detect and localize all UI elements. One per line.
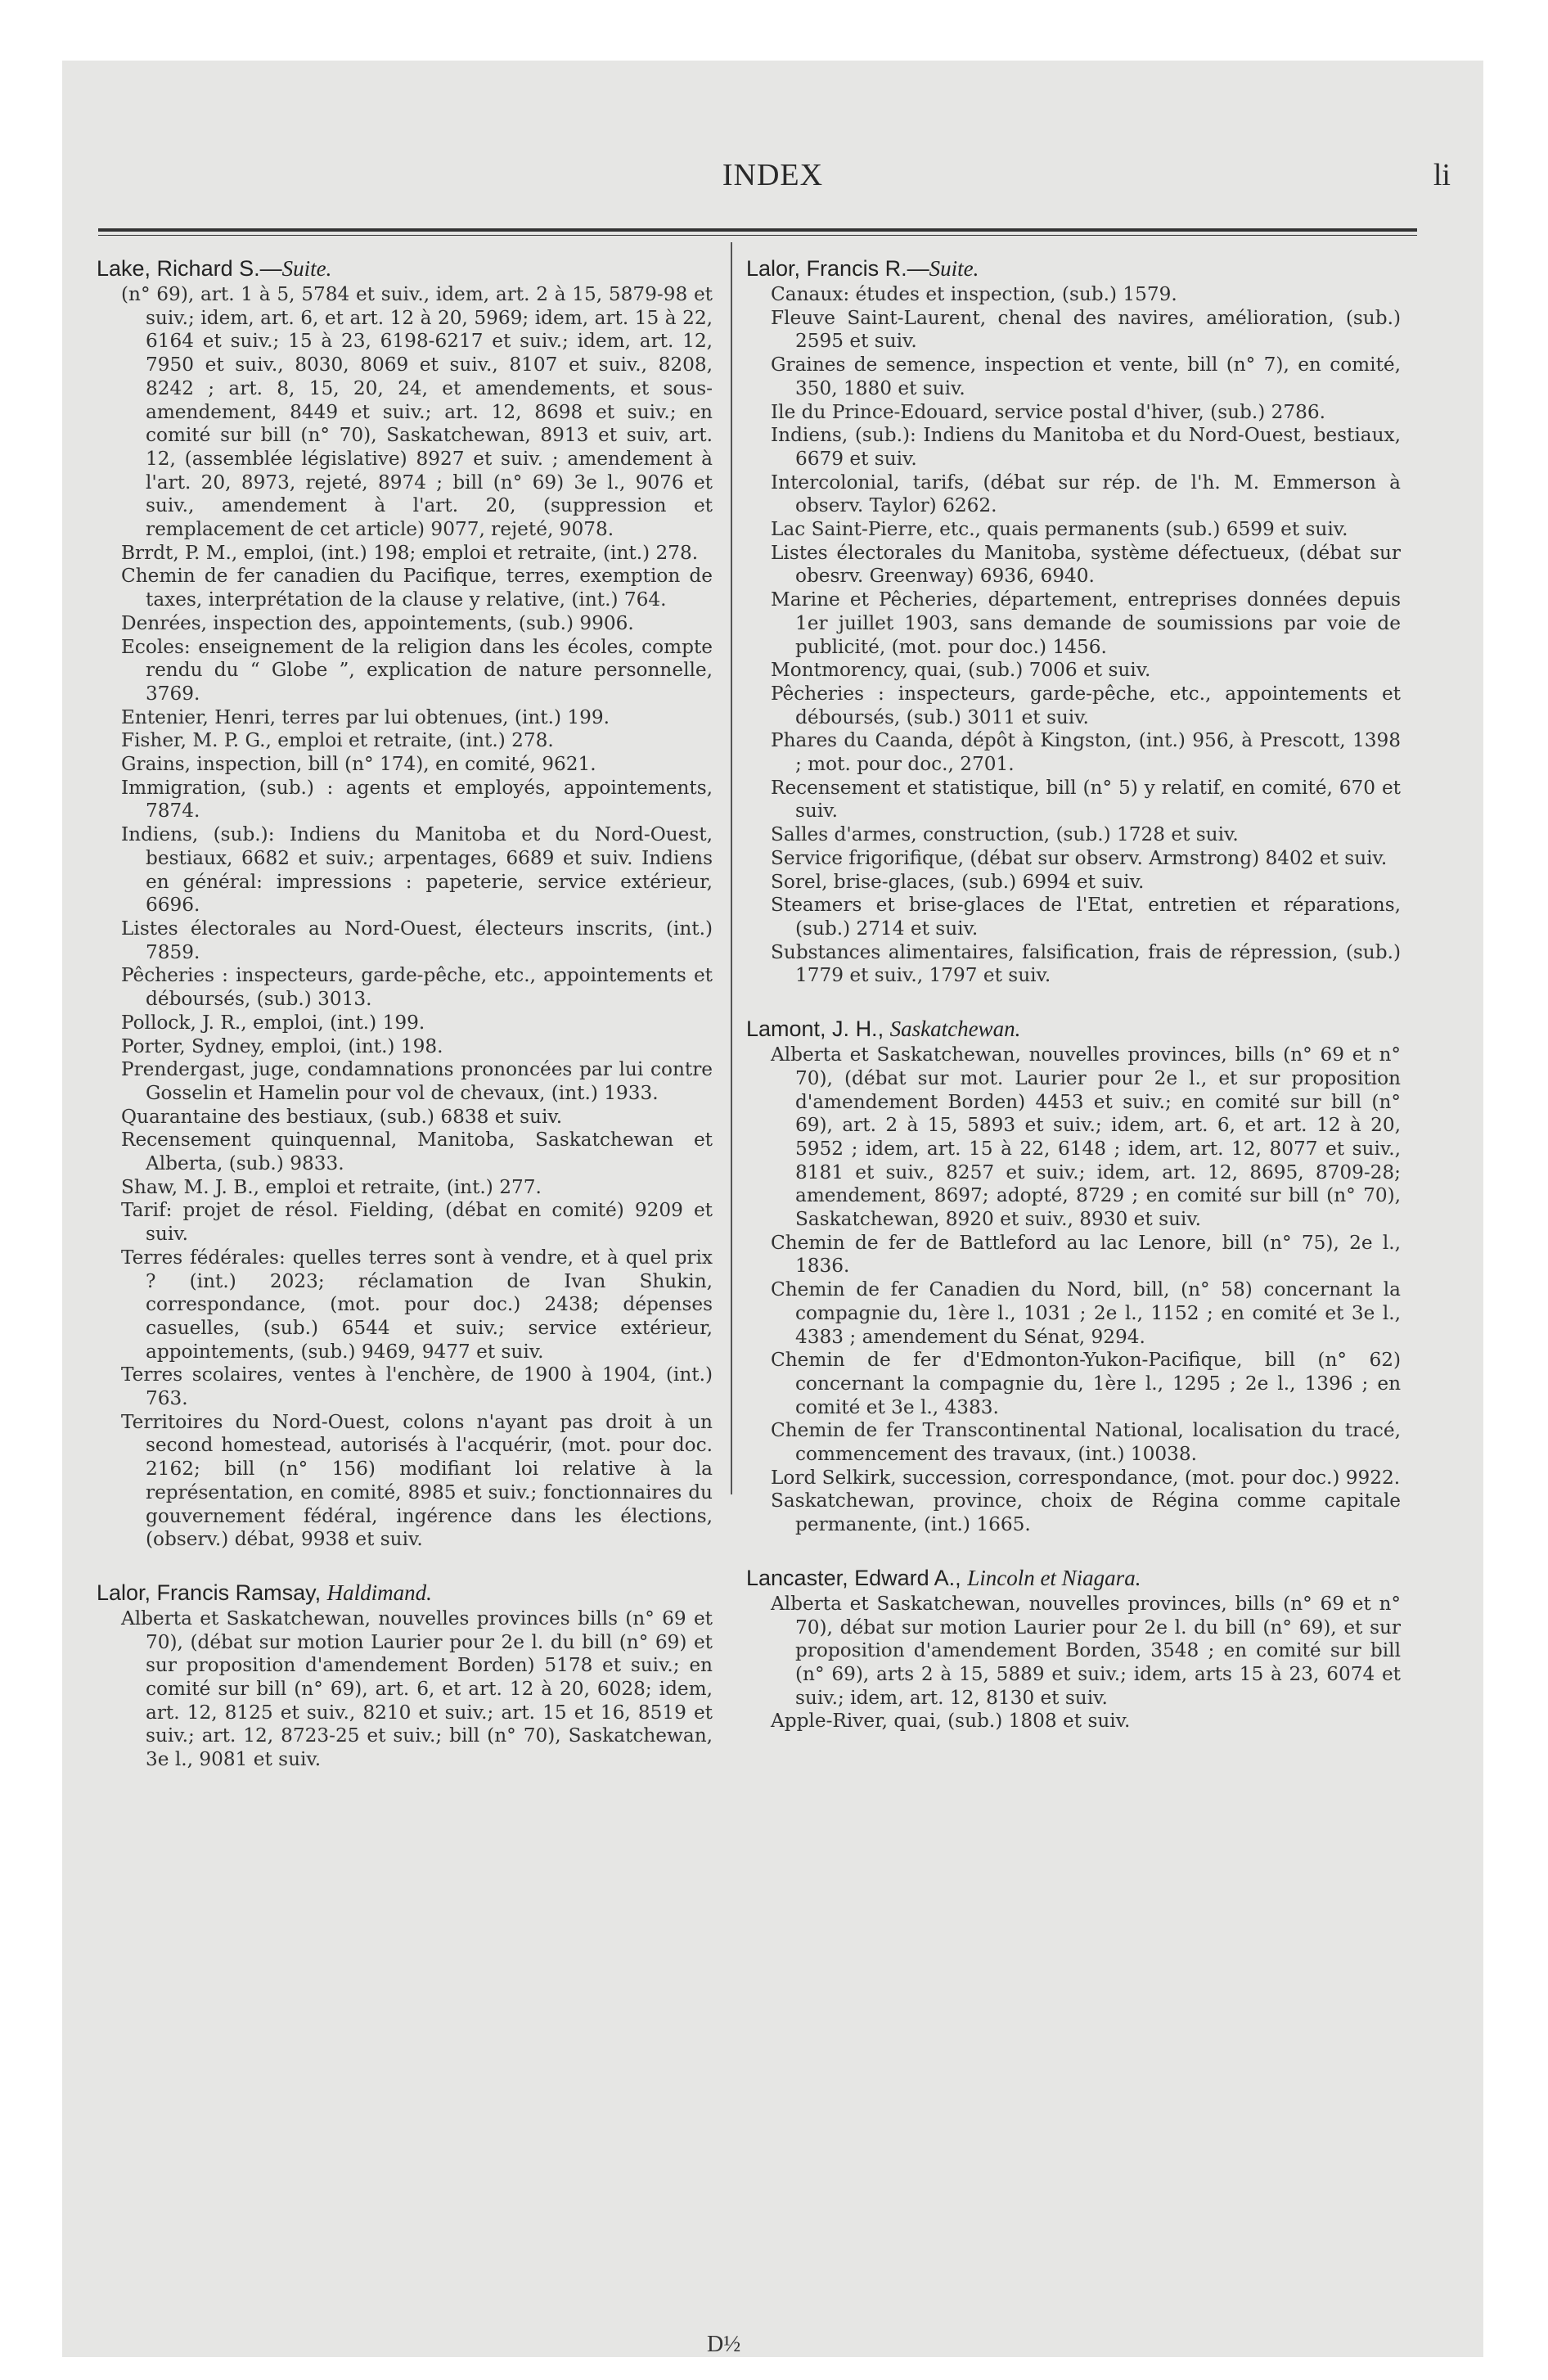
entry-subitem <box>121 612 713 636</box>
entry-subitem <box>771 1710 1401 1733</box>
subitem-text: Ecoles: enseignement de la religion dans les écoles, compte rendu du “ Globe ”, explication de nature personnelle, 3769. <box>121 635 713 705</box>
entry-subitem <box>771 401 1401 425</box>
entry-subitem <box>121 1106 713 1129</box>
entry-subitem <box>771 683 1401 729</box>
subitem-text: Pêcheries : inspecteurs, garde-pêche, etc., appointements et déboursés, (sub.) 3011 et suiv. <box>771 682 1401 728</box>
subitem-text: Alberta et Saskatchewan, nouvelles provinces bills (n° 69 et 70), (débat sur motion Laurier pour 2e l. du bill (n° 69) et sur proposition d'amendement Borden) 5178 et suiv.; en comité sur bill (n° 69), art. 6, et art. 12 à 20, 6028; idem, art. 12, 8125 et suiv., 8210 et suiv.; art. 15 et 16, 8519 et suiv.; art. 12, 8723-25 et suiv.; bill (n° 70), Saskatchewan, 3e l., 9081 et suiv. <box>121 1607 713 1771</box>
entry-subitem <box>771 1419 1401 1466</box>
entry-subitem <box>771 1467 1401 1490</box>
index-entry <box>97 255 713 1552</box>
entry-subitem <box>121 1364 713 1410</box>
subitem-text: Lord Selkirk, succession, correspondance, (mot. pour doc.) 9922. <box>771 1466 1401 1489</box>
entry-suffix: Saskatchewan. <box>889 1016 1021 1042</box>
subitem-text: Steamers et brise-glaces de l'Etat, entretien et réparations, (sub.) 2714 et suiv. <box>771 894 1401 940</box>
entry-suffix: Suite. <box>929 256 979 281</box>
entry-subitem <box>771 941 1401 988</box>
index-entry <box>746 1016 1401 1537</box>
subitem-text: Phares du Caanda, dépôt à Kingston, (int.) 956, à Prescott, 1398 ; mot. pour doc., 2701. <box>771 729 1401 776</box>
entry-name: Lamont, J. H., <box>746 1016 884 1042</box>
entry-subitem <box>121 1129 713 1175</box>
entry-subitem <box>771 542 1401 588</box>
entry-heading <box>746 255 1401 282</box>
subitem-text: Chemin de fer Canadien du Nord, bill, (n° 58) concernant la compagnie du, 1ère l., 1031 ; 2e l., 1152 ; en comité et 3e l., 4383 ; amendement du Sénat, 9294. <box>771 1278 1401 1348</box>
subitem-text: Indiens, (sub.): Indiens du Manitoba et du Nord-Ouest, bestiaux, 6682 et suiv.; arpentages, 6689 et suiv. Indiens en général: impressions : papeterie, service extérieur, 6696. <box>121 823 713 917</box>
entry-separator <box>321 1580 327 1605</box>
subitem-text: Fisher, M. P. G., emploi et retraite, (int.) 278. <box>121 729 554 752</box>
entry-suffix: Haldimand. <box>326 1580 432 1605</box>
subitem-text: Graines de semence, inspection et vente, bill (n° 7), en comité, 350, 1880 et suiv. <box>771 354 1401 399</box>
entry-heading <box>97 255 713 282</box>
entry-subitem <box>121 565 713 611</box>
entry-heading <box>97 1580 713 1606</box>
column-divider <box>731 242 732 1494</box>
subitem-text: Recensement et statistique, bill (n° 5) y relatif, en comité, 670 et suiv. <box>771 776 1401 823</box>
subitem-text: Ile du Prince-Edouard, service postal d'hiver, (sub.) 2786. <box>771 400 1326 423</box>
subitem-text: Chemin de fer canadien du Pacifique, terres, exemption de taxes, interprétation de la clause y relative, (int.) 764. <box>121 565 713 611</box>
entry-subitem <box>121 1246 713 1364</box>
entry-separator <box>884 1016 890 1041</box>
entry-subitem <box>771 307 1401 354</box>
entry-subitem <box>121 706 713 730</box>
subitem-text: Prendergast, juge, condamnations prononcées par lui contre Gosselin et Hamelin pour vol de chevaux, (int.) 1933. <box>121 1058 713 1104</box>
entry-subitem <box>771 1044 1401 1232</box>
left-column <box>97 255 713 1800</box>
signature-mark: D½ <box>707 2332 741 2357</box>
subitem-text: Fleuve Saint-Laurent, chenal des navires, amélioration, (sub.) 2595 et suiv. <box>771 306 1401 353</box>
subitem-text: Listes électorales du Manitoba, système défectueux, (débat sur obesrv. Greenway) 6936, 6940. <box>771 541 1401 588</box>
entry-subitem <box>121 729 713 753</box>
subitem-text: Marine et Pêcheries, département, entreprises données depuis 1er juillet 1903, sans demande de soumissions par voie de publicité, (mot. pour doc.) 1456. <box>771 588 1401 658</box>
entry-subitem <box>121 823 713 917</box>
index-entry <box>97 1580 713 1772</box>
index-entry <box>746 255 1401 988</box>
entry-name: Lancaster, Edward A., <box>746 1565 961 1590</box>
entry-subitem <box>121 1012 713 1035</box>
entry-subitem <box>121 753 713 777</box>
entry-subitem <box>121 1176 713 1200</box>
entry-subitem <box>771 424 1401 471</box>
subitem-text: Montmorency, quai, (sub.) 7006 et suiv. <box>771 659 1151 682</box>
subitem-text: Alberta et Saskatchewan, nouvelles provinces, bills (n° 69 et n° 70), débat sur motion Laurier pour 2e l. du bill (n° 69), et sur proposition d'amendement Borden, 3548 ; en comité sur bill (n° 69), arts 2 à 15, 5889 et suiv.; idem, arts 15 à 23, 6074 et suiv.; idem, art. 12, 8130 et suiv. <box>771 1592 1401 1709</box>
subitem-text: (n° 69), art. 1 à 5, 5784 et suiv., idem, art. 2 à 15, 5879-98 et suiv.; idem, art. 6, et art. 12 à 20, 5969; idem, art. 15 à 22, 6164 et suiv.; 15 à 23, 6198-6217 et suiv.; idem, art. 12, 7950 et suiv., 8030, 8069 et suiv., 8107 et suiv., 8208, 8242 ; art. 8, 15, 20, 24, et amendements, et sous-amendement, 8449 et suiv.; art. 12, 8698 et suiv.; en comité sur bill (n° 70), Saskatchewan, 8913 et suiv, art. 12, (assemblée législative) 8927 et suiv. ; amendement à l'art. 20, 8973, rejeté, 8974 ; bill (n° 69) 3e l., 9076 et suiv., amendement à l'art. 20, (suppression et remplacement de cet article) 9077, rejeté, 9078. <box>121 283 713 541</box>
entry-separator: — <box>259 256 282 281</box>
subitem-text: Listes électorales au Nord-Ouest, électeurs inscrits, (int.) 7859. <box>121 917 713 963</box>
entry-subitem <box>121 636 713 706</box>
subitem-text: Apple-River, quai, (sub.) 1808 et suiv. <box>771 1710 1131 1733</box>
subitem-text: Pollock, J. R., emploi, (int.) 199. <box>121 1011 425 1034</box>
entry-subitem <box>121 1035 713 1059</box>
entry-subitem <box>771 659 1401 683</box>
subitem-text: Tarif: projet de résol. Fielding, (débat en comité) 9209 et suiv. <box>121 1199 713 1246</box>
entry-subitem <box>771 871 1401 895</box>
entry-heading <box>746 1565 1401 1591</box>
entry-subitem <box>771 729 1401 776</box>
entry-subitem <box>771 471 1401 518</box>
subitem-text: Service frigorifique, (débat sur observ. Armstrong) 8402 et suiv. <box>771 846 1388 869</box>
subitem-text: Pêcheries : inspecteurs, garde-pêche, etc., appointements et déboursés, (sub.) 3013. <box>121 964 713 1011</box>
entry-subitem <box>771 777 1401 823</box>
subitem-text: Indiens, (sub.): Indiens du Manitoba et du Nord-Ouest, bestiaux, 6679 et suiv. <box>771 424 1401 470</box>
entry-subitem <box>121 964 713 1011</box>
subitem-text: Intercolonial, tarifs, (débat sur rép. de l'h. M. Emmerson à observ. Taylor) 6262. <box>771 471 1401 517</box>
entry-subitem <box>771 518 1401 542</box>
subitem-text: Terres scolaires, ventes à l'enchère, de 1900 à 1904, (int.) 763. <box>121 1364 713 1410</box>
entry-subitem <box>771 894 1401 940</box>
entry-suffix: Lincoln et Niagara. <box>967 1565 1141 1590</box>
running-title: INDEX <box>722 158 824 192</box>
entry-name: Lalor, Francis Ramsay, <box>97 1580 322 1605</box>
entry-subitem <box>771 1490 1401 1536</box>
entry-subitem <box>771 1593 1401 1711</box>
entry-suffix: Suite. <box>281 256 332 281</box>
entry-subitem <box>771 1232 1401 1278</box>
entry-subitem <box>121 1411 713 1552</box>
page-number: li <box>1433 158 1451 192</box>
entry-subitem <box>121 1058 713 1105</box>
subitem-text: Substances alimentaires, falsification, frais de répression, (sub.) 1779 et suiv., 1797 et suiv. <box>771 940 1401 987</box>
entry-name: Lalor, Francis R. <box>746 256 907 281</box>
subitem-text: Salles d'armes, construction, (sub.) 1728 et suiv. <box>771 823 1239 846</box>
right-column <box>746 255 1401 1761</box>
subitem-text: Immigration, (sub.) : agents et employés, appointements, 7874. <box>121 776 713 823</box>
entry-heading <box>746 1016 1401 1042</box>
subitem-text: Sorel, brise-glaces, (sub.) 6994 et suiv. <box>771 870 1145 893</box>
scanned-page <box>62 61 1483 2357</box>
subitem-text: Canaux: études et inspection, (sub.) 1579. <box>771 283 1177 305</box>
entry-subitem <box>771 1349 1401 1419</box>
entry-subitem <box>771 354 1401 400</box>
subitem-text: Lac Saint-Pierre, etc., quais permanents (sub.) 6599 et suiv. <box>771 518 1348 541</box>
subitem-text: Alberta et Saskatchewan, nouvelles provinces, bills (n° 69 et n° 70), (débat sur mot. Laurier pour 2e l., et sur proposition d'amendement Borden) 4453 et suiv.; en comité sur bill (n° 69), art. 2 à 15, 5893 et suiv.; idem, art. 6, et art. 12 à 20, 5952 ; idem, art. 15 à 22, 6148 ; idem, art. 12, 8077 et suiv., 8181 et suiv., 8257 et suiv.; idem, art. 12, 8695, 8709-28; amendement, 8697; adopté, 8729 ; en comité sur bill (n° 70), Saskatchewan, 8920 et suiv., 8930 et suiv. <box>771 1044 1401 1231</box>
header-rule-thin <box>98 235 1417 236</box>
entry-subitem <box>121 1199 713 1246</box>
entry-subitem <box>771 1278 1401 1349</box>
subitem-text: Porter, Sydney, emploi, (int.) 198. <box>121 1034 443 1057</box>
entry-name: Lake, Richard S. <box>97 256 260 281</box>
subitem-text: Recensement quinquennal, Manitoba, Saskatchewan et Alberta, (sub.) 9833. <box>121 1129 713 1175</box>
header-rule-thick <box>98 228 1417 232</box>
subitem-text: Chemin de fer de Battleford au lac Lenore, bill (n° 75), 2e l., 1836. <box>771 1231 1401 1278</box>
subitem-text: Grains, inspection, bill (n° 174), en comité, 9621. <box>121 753 596 776</box>
subitem-text: Saskatchewan, province, choix de Régina comme capitale permanente, (int.) 1665. <box>771 1490 1401 1536</box>
page-header <box>62 157 1483 193</box>
subitem-text: Territoires du Nord-Ouest, colons n'ayant pas droit à un second homestead, autorisés à l'acquérir, (mot. pour doc. 2162; bill (n° 156) modifiant loi relative à la représentation, en comité, 8985 et suiv.; fonctionnaires du gouvernement fédéral, ingérence dans les élections, (observ.) débat, 9938 et suiv. <box>121 1410 713 1551</box>
index-entry <box>746 1565 1401 1733</box>
subitem-text: Brrdt, P. M., emploi, (int.) 198; emploi et retraite, (int.) 278. <box>121 541 699 564</box>
entry-subitem <box>771 847 1401 871</box>
entry-separator: — <box>907 256 929 281</box>
entry-subitem <box>771 588 1401 659</box>
entry-subitem <box>771 823 1401 847</box>
entry-subitem <box>121 917 713 964</box>
entry-subitem <box>121 1607 713 1772</box>
subitem-text: Chemin de fer Transcontinental National, localisation du tracé, commencement des travaux, (int.) 10038. <box>771 1419 1401 1466</box>
entry-subitem <box>771 283 1401 307</box>
entry-subitem <box>121 542 713 566</box>
subitem-text: Quarantaine des bestiaux, (sub.) 6838 et suiv. <box>121 1105 563 1128</box>
entry-subitem <box>121 283 713 542</box>
subitem-text: Shaw, M. J. B., emploi et retraite, (int.) 277. <box>121 1175 542 1198</box>
subitem-text: Chemin de fer d'Edmonton-Yukon-Pacifique, bill (n° 62) concernant la compagnie du, 1ère l., 1295 ; 2e l., 1396 ; en comité et 3e l., 4383. <box>771 1349 1401 1418</box>
subitem-text: Entenier, Henri, terres par lui obtenues, (int.) 199. <box>121 705 610 728</box>
entry-subitem <box>121 777 713 823</box>
subitem-text: Terres fédérales: quelles terres sont à vendre, et à quel prix ? (int.) 2023; réclamation de Ivan Shukin, correspondance, (mot. pour doc.) 2438; dépenses casuelles, (sub.) 6544 et suiv.; service extérieur, appointements, (sub.) 9469, 9477 et suiv. <box>121 1246 713 1363</box>
subitem-text: Denrées, inspection des, appointements, (sub.) 9906. <box>121 611 634 634</box>
